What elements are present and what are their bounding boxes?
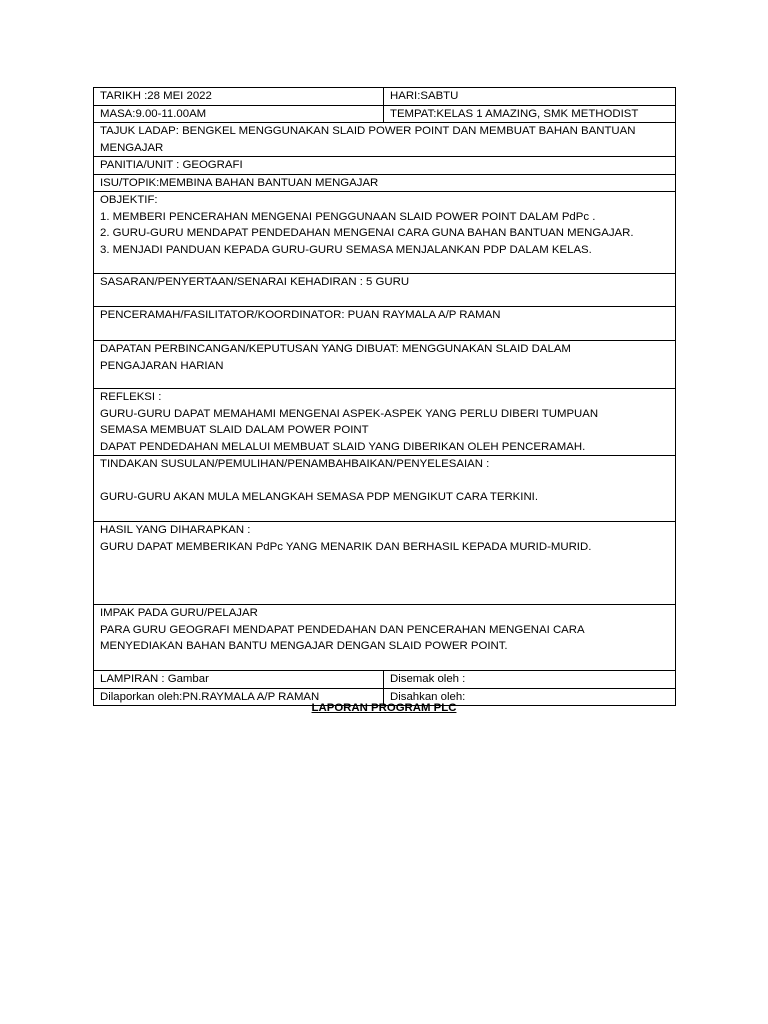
findings-row <box>94 341 676 389</box>
approved-by-cell: Disahkan oleh: <box>384 688 676 706</box>
follow-up-row <box>94 456 676 522</box>
attachment-row <box>94 671 676 689</box>
title-line-2: MENGAJAR <box>100 141 164 154</box>
objectives-heading: OBJEKTIF: <box>100 194 158 206</box>
expected-result-cell <box>94 522 676 605</box>
attachment-cell: LAMPIRAN : Gambar <box>94 671 384 689</box>
impact-line-1: PARA GURU GEOGRAFI MENDAPAT PENDEDAHAN DAN PENCERAHAN MENGENAI CARA <box>100 623 585 636</box>
place-cell: TEMPAT:KELAS 1 AMAZING, SMK METHODIST <box>384 105 676 123</box>
findings-line-1: DAPATAN PERBINCANGAN/KEPUTUSAN YANG DIBUAT: MENGGUNAKAN SLAID DALAM <box>100 343 571 355</box>
reflection-line: SEMASA MEMBUAT SLAID DALAM POWER POINT <box>100 424 369 436</box>
speaker-row <box>94 307 676 341</box>
findings-cell <box>94 341 676 389</box>
expected-result-heading: HASIL YANG DIHARAPKAN : <box>100 524 251 536</box>
reflection-heading: REFLEKSI : <box>100 391 162 403</box>
follow-up-cell <box>94 456 676 522</box>
date-cell: TARIKH :28 MEI 2022 <box>94 88 384 106</box>
title-row <box>94 123 676 157</box>
objectives-row <box>94 192 676 274</box>
expected-result-body: GURU DAPAT MEMBERIKAN PdPc YANG MENARIK DAN BERHASIL KEPADA MURID-MURID. <box>100 540 592 553</box>
date-day-row <box>94 88 676 106</box>
expected-result-row <box>94 522 676 605</box>
report-form-table <box>93 87 676 706</box>
objective-item: 2. GURU-GURU MENDAPAT PENDEDAHAN MENGENAI CARA GUNA BAHAN BANTUAN MENGAJAR. <box>100 227 634 239</box>
objectives-cell <box>94 192 676 274</box>
time-place-row <box>94 105 676 123</box>
topic-row <box>94 174 676 192</box>
day-cell: HARI:SABTU <box>384 88 676 106</box>
objective-item: 1. MEMBERI PENCERAHAN MENGENAI PENGGUNAAN SLAID POWER POINT DALAM PdPc . <box>100 210 596 223</box>
topic-cell: ISU/TOPIK:MEMBINA BAHAN BANTUAN MENGAJAR <box>94 174 676 192</box>
reflection-line: GURU-GURU DAPAT MEMAHAMI MENGENAI ASPEK-ASPEK YANG PERLU DIBERI TUMPUAN <box>100 407 599 420</box>
reflection-line: DAPAT PENDEDAHAN MELALUI MEMBUAT SLAID YANG DIBERIKAN OLEH PENCERAMAH. <box>100 440 586 453</box>
objective-item: 3. MENJADI PANDUAN KEPADA GURU-GURU SEMASA MENJALANKAN PDP DALAM KELAS. <box>100 243 592 256</box>
impact-line-2: MENYEDIAKAN BAHAN BANTU MENGAJAR DENGAN SLAID POWER POINT. <box>100 640 508 652</box>
blank-line <box>100 473 669 490</box>
follow-up-body: GURU-GURU AKAN MULA MELANGKAH SEMASA PDP MENGIKUT CARA TERKINI. <box>100 491 539 503</box>
title-cell <box>94 123 676 157</box>
impact-cell <box>94 605 676 671</box>
findings-line-2: PENGAJARAN HARIAN <box>100 359 224 372</box>
time-cell: MASA:9.00-11.00AM <box>94 105 384 123</box>
panel-cell: PANITIA/UNIT : GEOGRAFI <box>94 157 676 175</box>
reflection-cell <box>94 389 676 456</box>
target-cell: SASARAN/PENYERTAAN/SENARAI KEHADIRAN : 5 GURU <box>94 274 676 307</box>
speaker-cell: PENCERAMAH/FASILITATOR/KOORDINATOR: PUAN RAYMALA A/P RAMAN <box>94 307 676 341</box>
checked-by-cell: Disemak oleh : <box>384 671 676 689</box>
report-caption: LAPORAN PROGRAM PLC <box>311 702 457 714</box>
impact-heading: IMPAK PADA GURU/PELAJAR <box>100 607 258 619</box>
impact-row <box>94 605 676 671</box>
reflection-row <box>94 389 676 456</box>
title-line-1: TAJUK LADAP: BENGKEL MENGGUNAKAN SLAID POWER POINT DAN MEMBUAT BAHAN BANTUAN <box>100 125 636 137</box>
follow-up-heading: TINDAKAN SUSULAN/PEMULIHAN/PENAMBAHBAIKAN/PENYELESAIAN : <box>100 458 490 470</box>
reported-by-cell: Dilaporkan oleh:PN.RAYMALA A/P RAMAN <box>94 688 384 706</box>
panel-row <box>94 157 676 175</box>
target-row <box>94 274 676 307</box>
